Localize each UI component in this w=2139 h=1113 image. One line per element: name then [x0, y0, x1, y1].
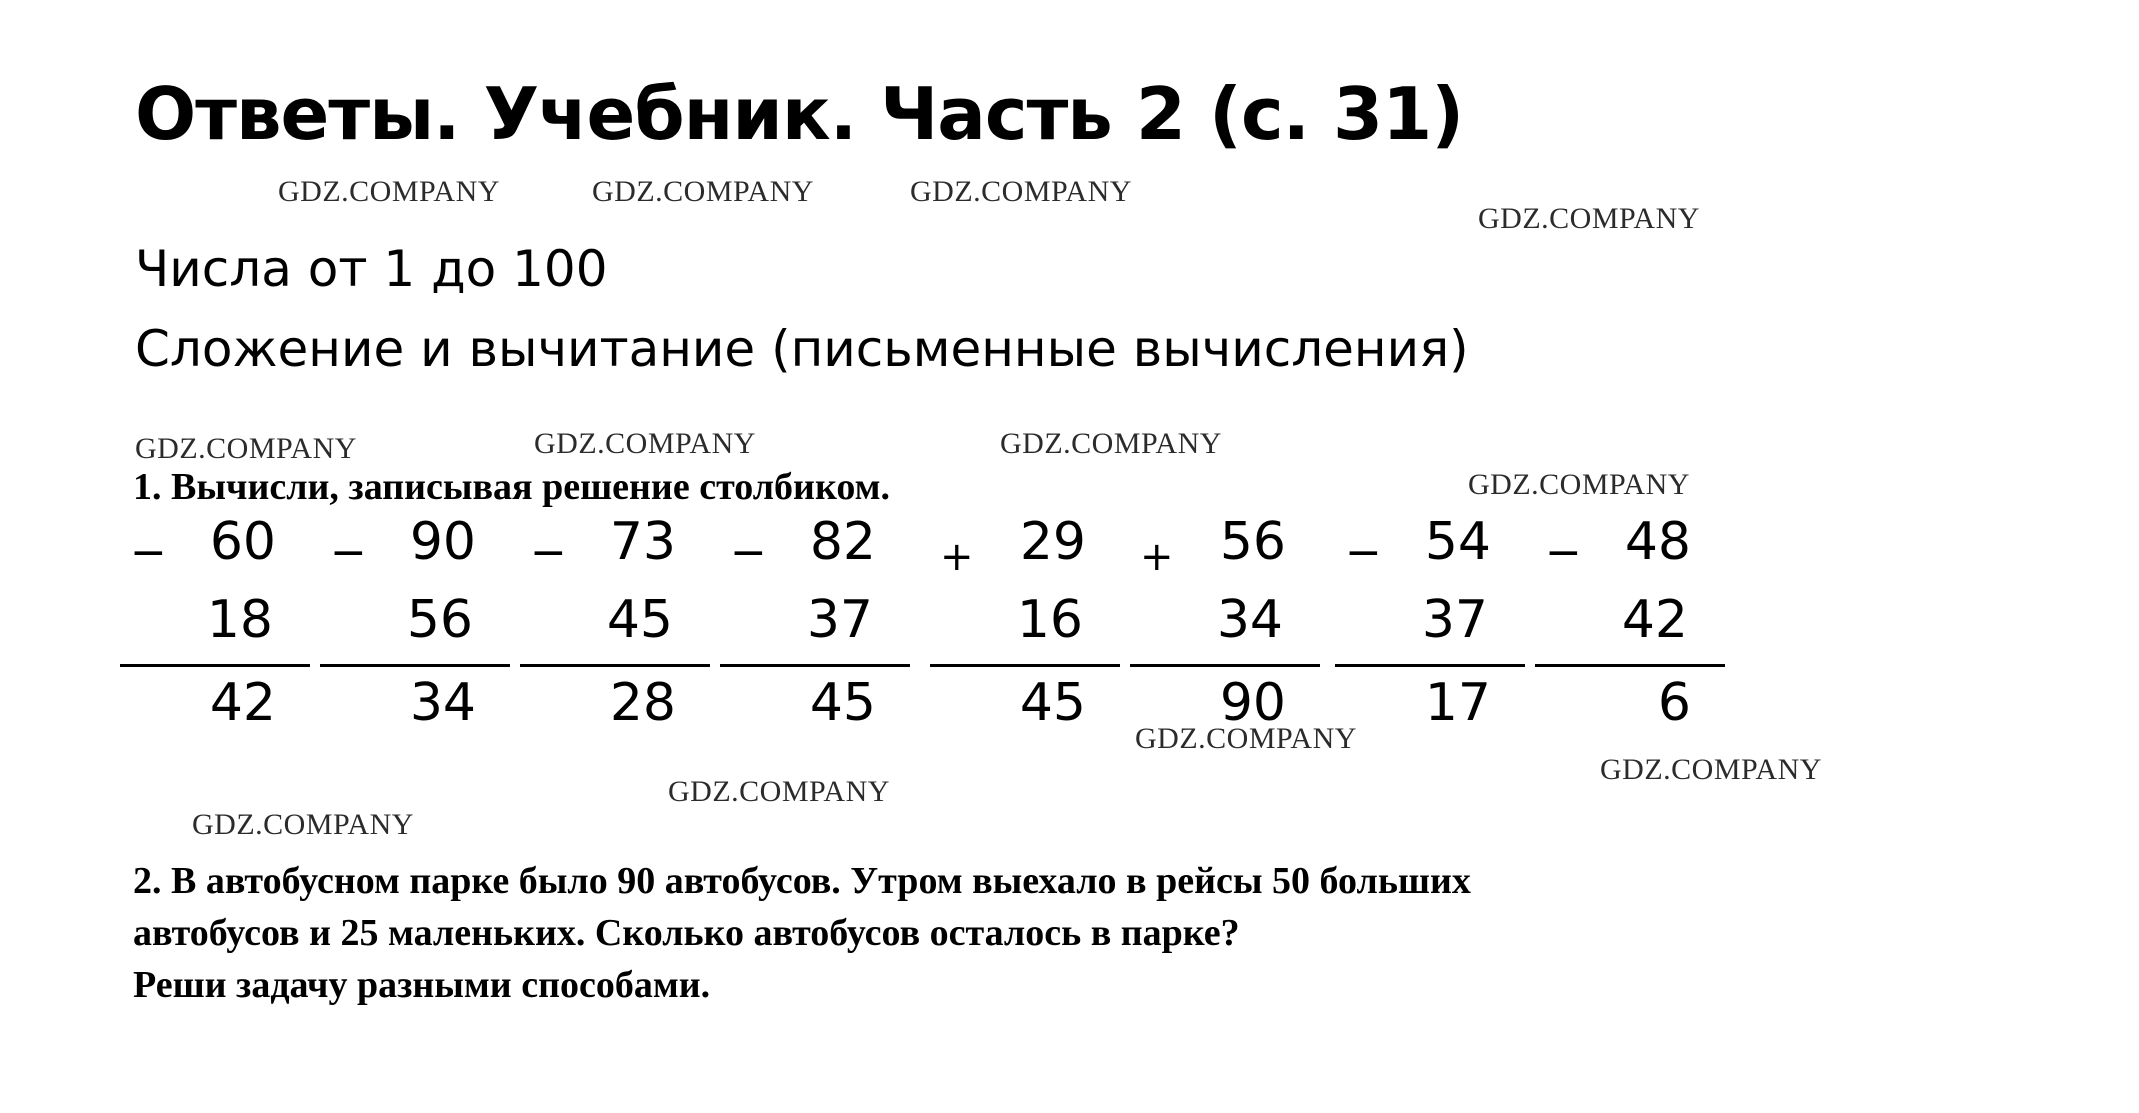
- column-calculation: [1130, 512, 1320, 751]
- task-2-line-2: автобусов и 25 маленьких. Сколько автобусов осталось в парке?: [133, 912, 1240, 955]
- operand-top: 29: [1019, 512, 1086, 572]
- section-subtitle-numbers: Числа от 1 до 100: [135, 240, 608, 298]
- calculation-result: 28: [609, 673, 676, 733]
- operand-bottom: 34: [1216, 590, 1283, 650]
- plus-sign-icon: +: [1140, 534, 1174, 580]
- task-2-text: [133, 855, 2003, 1011]
- watermark: GDZ.COMPANY: [1478, 202, 1700, 235]
- operand-bottom: 45: [606, 590, 673, 650]
- watermark: GDZ.COMPANY: [1600, 753, 1822, 786]
- page-title: Ответы. Учебник. Часть 2 (с. 31): [135, 72, 1464, 156]
- minus-sign-icon: −: [1345, 527, 1382, 578]
- minus-sign-icon: −: [730, 527, 767, 578]
- watermark: GDZ.COMPANY: [910, 175, 1132, 208]
- column-calculation: [720, 512, 910, 751]
- operand-top: 82: [809, 512, 876, 572]
- calculation-result: 34: [409, 673, 476, 733]
- column-calculation: [930, 512, 1120, 751]
- operand-bottom: 37: [806, 590, 873, 650]
- minus-sign-icon: −: [530, 527, 567, 578]
- watermark: GDZ.COMPANY: [135, 432, 357, 465]
- task-2-line-1: 2. В автобусном парке было 90 автобусов. Утром выехало в рейсы 50 больших: [133, 860, 1471, 902]
- calculation-result: 6: [1657, 673, 1691, 733]
- operand-top: 73: [609, 512, 676, 572]
- calculation-result: 45: [1019, 673, 1086, 733]
- watermark: GDZ.COMPANY: [534, 427, 756, 460]
- watermark: GDZ.COMPANY: [1000, 427, 1222, 460]
- column-calculation: [320, 512, 510, 751]
- minus-sign-icon: −: [330, 527, 367, 578]
- minus-sign-icon: −: [1545, 527, 1582, 578]
- calculation-result: 42: [209, 673, 276, 733]
- plus-sign-icon: +: [940, 534, 974, 580]
- operand-bottom: 16: [1016, 590, 1083, 650]
- column-calculation: [520, 512, 710, 751]
- operand-top: 56: [1219, 512, 1286, 572]
- column-calculation: [120, 512, 310, 751]
- operand-bottom: 56: [406, 590, 473, 650]
- operand-bottom: 37: [1421, 590, 1488, 650]
- operand-top: 48: [1624, 512, 1691, 572]
- watermark: GDZ.COMPANY: [1135, 722, 1357, 755]
- task-2-line-3: Реши задачу разными способами.: [133, 964, 711, 1007]
- calculation-result: 45: [809, 673, 876, 733]
- column-calculation: [1335, 512, 1525, 751]
- calculation-result: 90: [1219, 673, 1286, 733]
- watermark: GDZ.COMPANY: [592, 175, 814, 208]
- watermark: GDZ.COMPANY: [668, 775, 890, 808]
- section-subtitle-operations: Сложение и вычитание (письменные вычисления): [135, 320, 1469, 378]
- column-calculation: [1535, 512, 1725, 751]
- watermark: GDZ.COMPANY: [1468, 468, 1690, 501]
- operand-top: 60: [209, 512, 276, 572]
- task-1-heading: 1. Вычисли, записывая решение столбиком.: [133, 466, 890, 508]
- minus-sign-icon: −: [130, 527, 167, 578]
- operand-bottom: 42: [1621, 590, 1688, 650]
- operand-top: 90: [409, 512, 476, 572]
- watermark: GDZ.COMPANY: [192, 808, 414, 841]
- operand-bottom: 18: [206, 590, 273, 650]
- operand-top: 54: [1424, 512, 1491, 572]
- task-1-columns: [120, 512, 2020, 752]
- calculation-result: 17: [1424, 673, 1491, 733]
- watermark: GDZ.COMPANY: [278, 175, 500, 208]
